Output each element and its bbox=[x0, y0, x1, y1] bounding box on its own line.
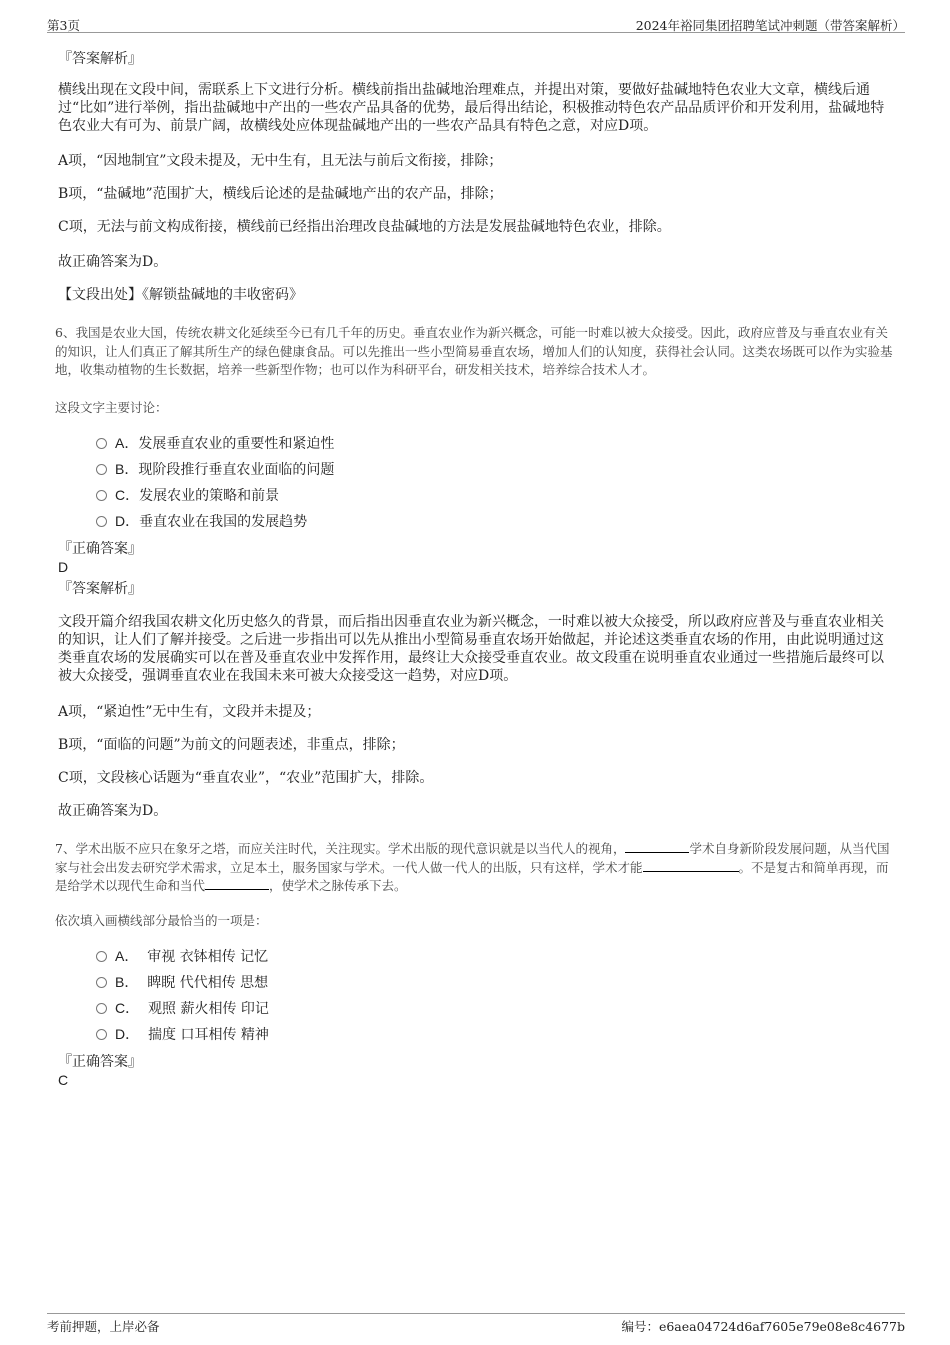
option-b-analysis: B项，“盐碱地”范围扩大，横线后论述的是盐碱地产出的农产品，排除； bbox=[58, 186, 503, 202]
option-a-analysis: A项，“紧迫性”无中生有，文段并未提及； bbox=[58, 704, 321, 720]
radio-icon[interactable] bbox=[96, 516, 107, 527]
q7-option-d[interactable]: D． 揣度 口耳相传 精神 bbox=[96, 1025, 269, 1044]
fill-blank bbox=[643, 871, 739, 872]
option-c-analysis: C项，无法与前文构成衔接，横线前已经指出治理改良盐碱地的方法是发展盐碱地特色农业，排除。 bbox=[58, 219, 671, 235]
document-code: 编号：e6aea04724d6af7605e79e08e8c4677b bbox=[621, 1319, 905, 1334]
q6-option-a[interactable]: A．发展垂直农业的重要性和紧迫性 bbox=[96, 434, 334, 453]
q6-option-c[interactable]: C．发展农业的策略和前景 bbox=[96, 486, 279, 505]
question-6-prompt: 这段文字主要讨论： bbox=[55, 400, 168, 415]
q7-option-c[interactable]: C． 观照 薪火相传 印记 bbox=[96, 999, 269, 1018]
option-a-analysis: A项，“因地制宜”文段未提及，无中生有，且无法与前后文衔接，排除； bbox=[58, 153, 503, 169]
source-citation: 【文段出处】《解锁盐碱地的丰收密码》 bbox=[58, 287, 303, 303]
document-title: 2024年裕同集团招聘笔试冲刺题（带答案解析） bbox=[635, 18, 905, 33]
analysis-text: 文段开篇介绍我国农耕文化历史悠久的背景，而后指出因垂直农业为新兴概念，一时难以被大众接受，所以政府应普及与垂直农业相关的知识，让人们了解并接受。之后进一步指出可以先从推出小型简易垂直农场开始做起，并论述这类垂直农场的作用，由此说明通过这类垂直农场的发展确实可以在普及垂直农业中发挥作用，最终让大众接受垂直农业。故文段重在说明垂直农业通过一些措施后最终可以被大众接受，强调垂直农业在我国未来可被大众接受这一趋势，对应D项。 bbox=[58, 614, 884, 684]
radio-icon[interactable] bbox=[96, 438, 107, 449]
option-c-analysis: C项，文段核心话题为“垂直农业”，“农业”范围扩大，排除。 bbox=[58, 770, 434, 786]
question-7-text: 7、学术出版不应只在象牙之塔，而应关注时代，关注现实。学术出版的现代意识就是以当代人的视角， 学术自身新阶段发展问题，从当代国家与社会出发去研究学术需求，立足本土，服务国家与学术。一代人做一代人的出版，只有这样，学术才能 。不是复古和简单再现，而是给学术以现代生命和当代 ，使学术之脉传承下去。 bbox=[55, 841, 890, 893]
page-number: 第3页 bbox=[47, 18, 80, 33]
page-header bbox=[47, 14, 905, 33]
correct-answer: D bbox=[58, 559, 69, 575]
radio-icon[interactable] bbox=[96, 490, 107, 501]
page-footer bbox=[47, 1313, 905, 1334]
fill-blank bbox=[625, 852, 689, 853]
radio-icon[interactable] bbox=[96, 977, 107, 988]
answer-label: 『正确答案』 bbox=[58, 1054, 142, 1070]
conclusion: 故正确答案为D。 bbox=[58, 254, 168, 270]
answer-label: 『正确答案』 bbox=[58, 541, 142, 557]
footer-slogan: 考前押题，上岸必备 bbox=[47, 1319, 160, 1334]
question-7-prompt: 依次填入画横线部分最恰当的一项是： bbox=[55, 913, 268, 928]
analysis-label: 『答案解析』 bbox=[58, 51, 142, 67]
radio-icon[interactable] bbox=[96, 1029, 107, 1040]
correct-answer: C bbox=[58, 1072, 69, 1088]
radio-icon[interactable] bbox=[96, 951, 107, 962]
conclusion: 故正确答案为D。 bbox=[58, 803, 168, 819]
radio-icon[interactable] bbox=[96, 1003, 107, 1014]
q7-option-a[interactable]: A． 审视 衣钵相传 记忆 bbox=[96, 947, 268, 966]
fill-blank bbox=[205, 889, 269, 890]
option-b-analysis: B项，“面临的问题”为前文的问题表述，非重点，排除； bbox=[58, 737, 405, 753]
analysis-label: 『答案解析』 bbox=[58, 581, 142, 597]
radio-icon[interactable] bbox=[96, 464, 107, 475]
q7-option-b[interactable]: B． 睥睨 代代相传 思想 bbox=[96, 973, 268, 992]
q6-option-b[interactable]: B．现阶段推行垂直农业面临的问题 bbox=[96, 460, 334, 479]
question-6-text: 6、我国是农业大国，传统农耕文化延续至今已有几千年的历史。垂直农业作为新兴概念，可能一时难以被大众接受。因此，政府应普及与垂直农业有关的知识，让人们真正了解其所生产的绿色健康食品。可以先推出一些小型简易垂直农场，增加人们的认知度，获得社会认同。这类农场既可以作为实验基地，收集动植物的生长数据，培养一些新型作物；也可以作为科研平台，研发相关技术，培养综合技术人才。 bbox=[55, 325, 893, 377]
analysis-text: 横线出现在文段中间，需联系上下文进行分析。横线前指出盐碱地治理难点，并提出对策，要做好盐碱地特色农业大文章，横线后通过“比如”进行举例，指出盐碱地中产出的一些农产品具备的优势，最后得出结论，积极推动特色农产品品质评价和开发利用，盐碱地特色农业大有可为、前景广阔，故横线处应体现盐碱地产出的一些农产品具有特色之意，对应D项。 bbox=[58, 82, 885, 134]
q6-option-d[interactable]: D．垂直农业在我国的发展趋势 bbox=[96, 512, 307, 531]
